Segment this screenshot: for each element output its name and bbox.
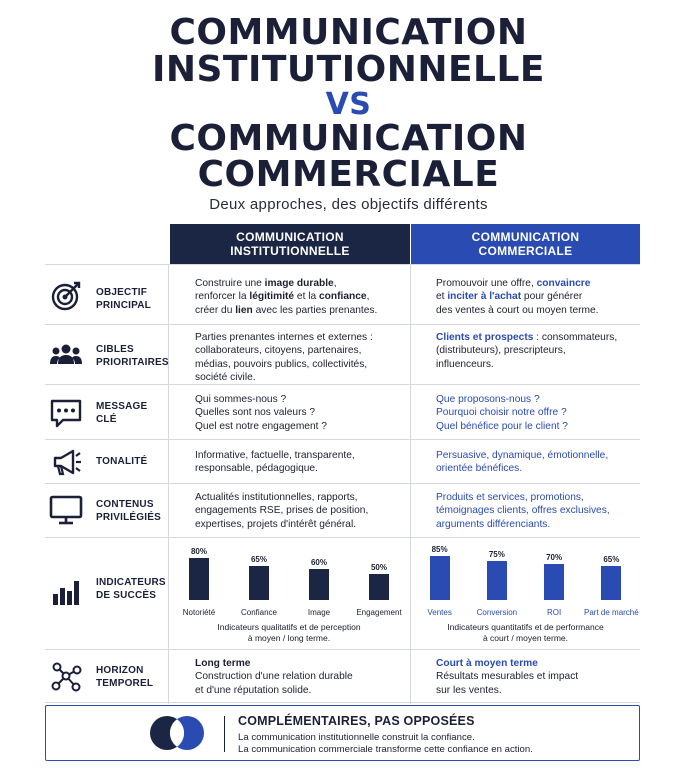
bar — [249, 566, 269, 600]
row-tonalite — [45, 439, 640, 483]
row-indicateurs-de-succes — [45, 537, 640, 649]
bar-value-label: 70% — [546, 552, 563, 562]
cell-institutionnelle: Parties prenantes internes et externes : collaborateurs, citoyens, partenaires, médias, pouvoirs publics, collectivités, société civile. — [195, 332, 373, 384]
row-label: INDICATEURS DE SUCCÈS — [96, 577, 166, 601]
row-label: OBJECTIF PRINCIPAL — [96, 287, 151, 311]
cell-commerciale: Promouvoir une offre, convaincre et inciter à l'achat pour générer des ventes à court ou moyen terme. — [436, 278, 599, 316]
speech-bubble-icon — [49, 396, 83, 430]
bar-value-label: 60% — [310, 557, 327, 567]
column-header-commerciale — [411, 224, 640, 264]
bar — [544, 564, 564, 600]
row-horizon-temporel — [45, 649, 640, 703]
network-icon — [49, 659, 83, 693]
bar-category-label: ROI — [547, 608, 562, 617]
bar-category-label: Part de marché — [584, 608, 639, 617]
row-label: MESSAGE CLÉ — [96, 401, 148, 425]
cell-institutionnelle: Long terme Construction d'une relation durable et d'une réputation solide. — [195, 658, 353, 696]
row-label: HORIZON TEMPOREL — [96, 665, 154, 689]
bar-category-label: Confiance — [240, 608, 278, 617]
cell-commerciale: Court à moyen terme Résultats mesurables et impact sur les ventes. — [436, 658, 579, 696]
cell-commerciale: Clients et prospects : consommateurs, (distributeurs), prescripteurs, influenceurs. — [436, 332, 618, 370]
bar-value-label: 80% — [190, 547, 207, 557]
bar — [487, 561, 507, 600]
bar — [430, 556, 450, 600]
chart-caption-commerciale: Indicateurs quantitatifs et de performance à court / moyen terme. — [447, 622, 604, 643]
bar-value-label: 85% — [431, 544, 448, 554]
subtitle: Deux approches, des objectifs différents — [209, 196, 488, 213]
row-label: CIBLES PRIORITAIRES — [96, 344, 169, 368]
bar-category-label: Notoriété — [182, 608, 216, 617]
chart-caption-institutionnelle: Indicateurs qualitatifs et de perception à moyen / long terme. — [217, 622, 361, 643]
title-line-2: INSTITUTIONNELLE — [151, 49, 546, 90]
row-label: CONTENUS PRIVILÉGIÉS — [96, 499, 161, 523]
bar-category-label: Image — [307, 608, 331, 617]
cell-institutionnelle: Construire une image durable, renforcer la légitimité et la confiance, créer du lien avec les parties prenantes. — [195, 278, 378, 316]
bar-value-label: 65% — [250, 555, 267, 565]
bar-value-label: 65% — [603, 555, 620, 565]
cell-institutionnelle: Actualités institutionnelles, rapports, engagements RSE, prises de position, expertises, projets d'intérêt général. — [195, 492, 369, 530]
cell-institutionnelle: Qui sommes-nous ? Quelles sont nos valeurs ? Quel est notre engagement ? — [195, 394, 327, 432]
row-message-cle — [45, 384, 640, 439]
cell-commerciale: Produits et services, promotions, témoignages clients, offres exclusives, arguments différenciants. — [436, 492, 610, 530]
row-label: TONALITÉ — [96, 456, 148, 467]
target-icon — [49, 279, 83, 313]
overlapping-circles-icon — [149, 715, 205, 751]
footer-separator — [224, 716, 225, 752]
row-objectif-principal — [45, 264, 640, 324]
bar-chart-icon — [49, 574, 83, 608]
people-icon — [49, 338, 83, 372]
footer-line-2: La communication commerciale transforme cette confiance en action. — [238, 744, 533, 755]
bar-category-label: Conversion — [476, 608, 518, 617]
bar — [189, 558, 209, 600]
bar-category-label: Ventes — [427, 608, 452, 617]
title-vs: VS — [325, 87, 372, 122]
cell-institutionnelle: Informative, factuelle, transparente, responsable, pédagogique. — [195, 450, 355, 475]
bar — [601, 566, 621, 600]
bar-category-label: Engagement — [356, 608, 402, 617]
title-line-3: COMMUNICATION — [169, 118, 528, 159]
row-contenus-privilegies — [45, 483, 640, 537]
bar-value-label: 50% — [370, 563, 387, 572]
footer-title: COMPLÉMENTAIRES, PAS OPPOSÉES — [238, 714, 475, 728]
footer-line-1: La communication institutionnelle construit la confiance. — [238, 732, 475, 743]
column-header-commerciale-label: COMMUNICATION COMMERCIALE — [471, 230, 580, 258]
column-header-institutionnelle — [170, 224, 410, 264]
bar-value-label: 75% — [488, 550, 505, 559]
bar — [309, 569, 329, 600]
footer-callout — [45, 705, 640, 761]
megaphone-icon — [49, 445, 83, 479]
title-line-4: COMMERCIALE — [197, 154, 500, 195]
bar — [369, 574, 389, 600]
column-header-institutionnelle-label: COMMUNICATION INSTITUTIONNELLE — [230, 230, 350, 258]
cell-commerciale: Persuasive, dynamique, émotionnelle, orientée bénéfices. — [436, 450, 609, 475]
title-line-1: COMMUNICATION — [169, 12, 528, 53]
cell-commerciale: Que proposons-nous ? Pourquoi choisir notre offre ? Quel bénéfice pour le client ? — [436, 394, 568, 432]
monitor-icon — [49, 493, 83, 527]
row-cibles-prioritaires — [45, 324, 640, 384]
